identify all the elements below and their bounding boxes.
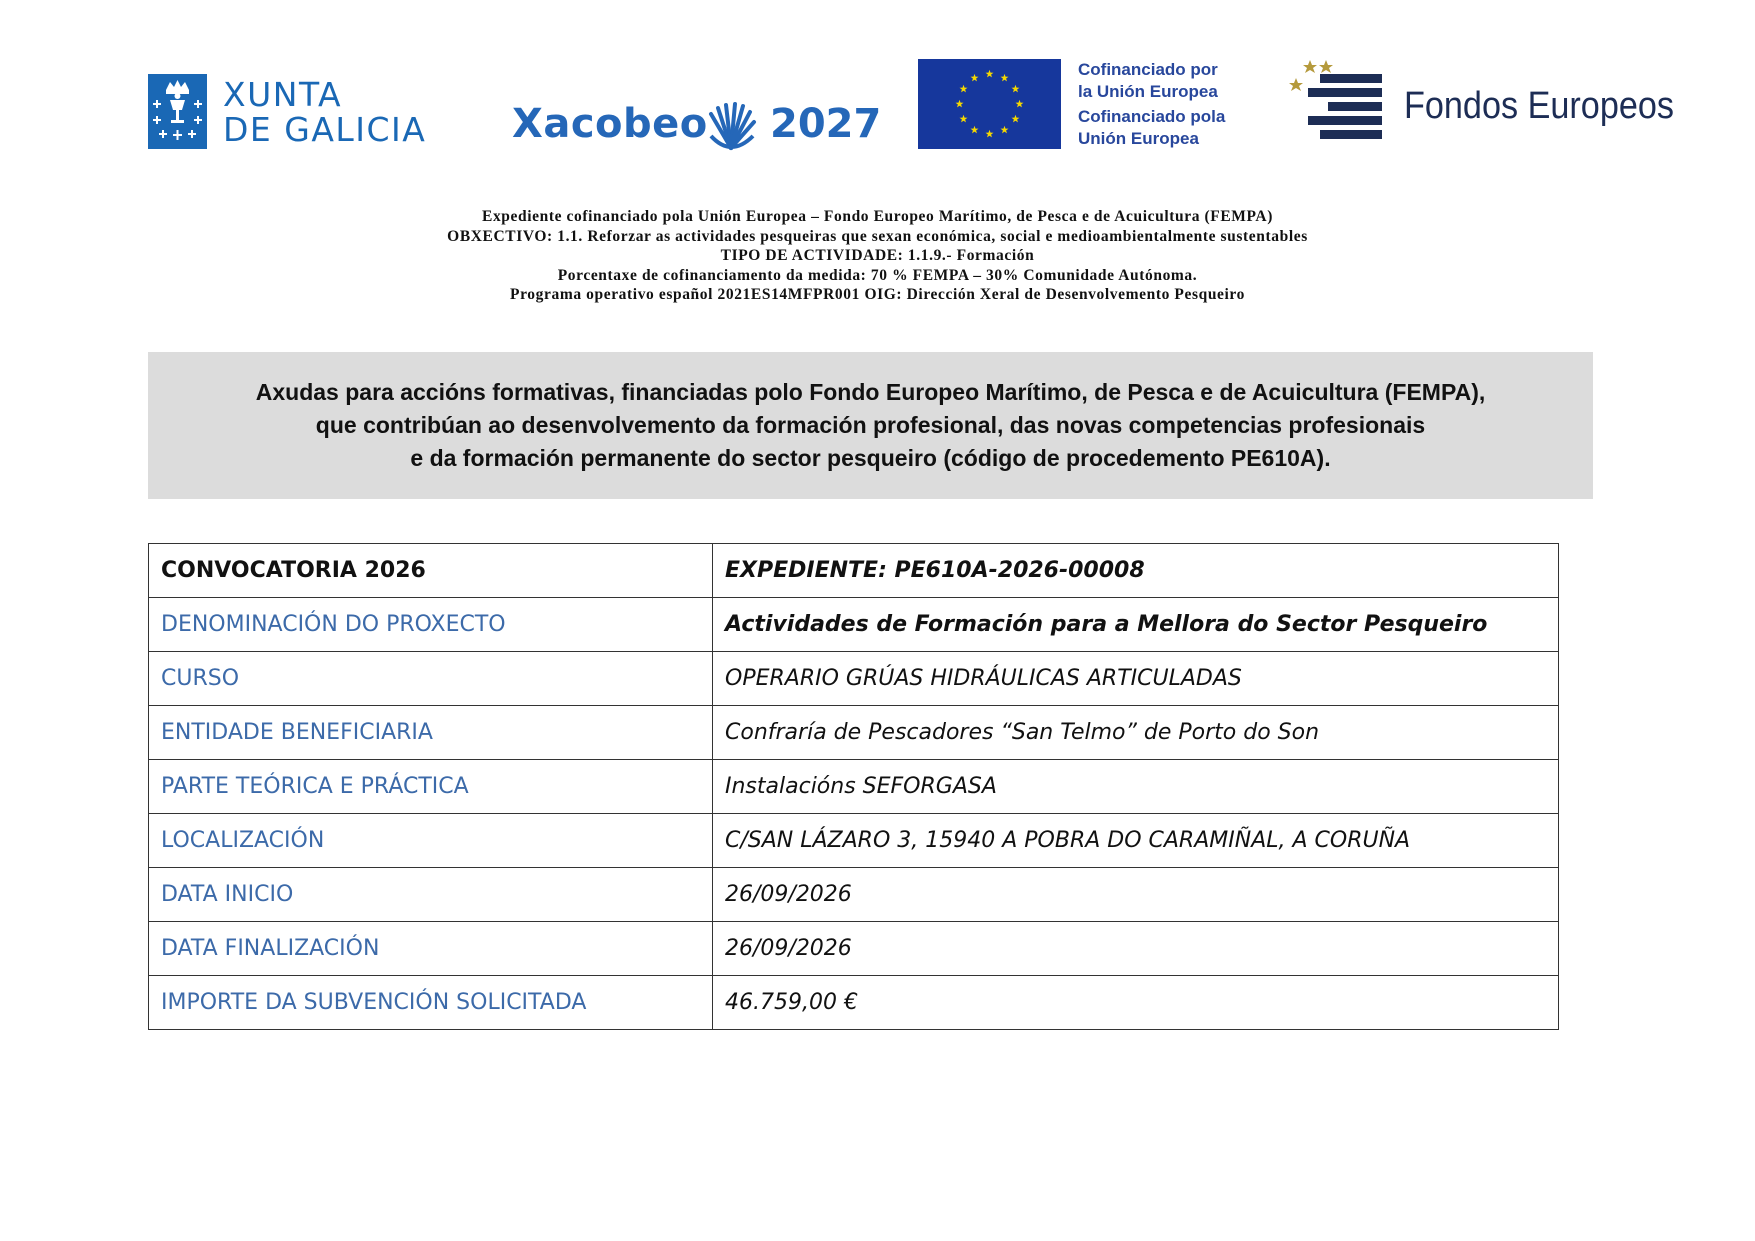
funding-header [250, 207, 1505, 305]
table-row [149, 706, 1559, 760]
table-row [149, 652, 1559, 706]
xacobeo-2027-logo [512, 100, 882, 156]
row-value: Instalacións SEFORGASA [713, 760, 1559, 814]
eu-text-line: Unión Europea [1078, 129, 1199, 148]
eu-flag-icon [918, 59, 1061, 149]
row-value: OPERARIO GRÚAS HIDRÁULICAS ARTICULADAS [713, 652, 1559, 706]
fondos-europeos-logo [1286, 58, 1686, 150]
aid-title-box [148, 352, 1593, 499]
eu-text-line: la Unión Europea [1078, 82, 1218, 101]
xacobeo-year: 2027 [770, 101, 882, 147]
row-label: DATA INICIO [149, 868, 713, 922]
header-line: TIPO DE ACTIVIDADE: 1.1.9.- Formación [720, 247, 1035, 264]
row-label: DATA FINALIZACIÓN [149, 922, 713, 976]
table-row [149, 760, 1559, 814]
row-label: DENOMINACIÓN DO PROXECTO [149, 598, 713, 652]
table-row [149, 544, 1559, 598]
row-value: 26/09/2026 [713, 868, 1559, 922]
table-row [149, 976, 1559, 1030]
table-row [149, 922, 1559, 976]
row-label: CONVOCATORIA 2026 [149, 544, 713, 598]
galicia-emblem-icon [148, 74, 207, 149]
row-label: ENTIDADE BENEFICIARIA [149, 706, 713, 760]
scallop-shell-icon [705, 100, 757, 152]
title-line: que contribúan ao desenvolvemento da formación profesional, das novas competencias profesionais [315, 412, 1426, 438]
row-label: CURSO [149, 652, 713, 706]
row-label: IMPORTE DA SUBVENCIÓN SOLICITADA [149, 976, 713, 1030]
header-line: Porcentaxe de cofinanciamento da medida: 70 % FEMPA – 30% Comunidade Autónoma. [557, 266, 1198, 284]
table-row [149, 598, 1559, 652]
fondos-europeos-word: Fondos Europeos [1404, 85, 1674, 127]
table-row [149, 868, 1559, 922]
project-info-table [148, 543, 1559, 1030]
title-line: Axudas para accións formativas, financiadas polo Fondo Europeo Marítimo, de Pesca e de Acuicultura (FEMPA), [255, 379, 1486, 405]
row-label: LOCALIZACIÓN [149, 814, 713, 868]
xunta-line1: XUNTA [223, 75, 343, 114]
row-value: C/SAN LÁZARO 3, 15940 A POBRA DO CARAMIÑAL, A CORUÑA [713, 814, 1559, 868]
title-line: e da formación permanente do sector pesqueiro (código de procedemento PE610A). [410, 445, 1331, 471]
row-value: 26/09/2026 [713, 922, 1559, 976]
table-row [149, 814, 1559, 868]
xunta-wordmark [223, 77, 426, 147]
row-value: EXPEDIENTE: PE610A-2026-00008 [713, 544, 1559, 598]
row-value: Actividades de Formación para a Mellora do Sector Pesqueiro [713, 598, 1559, 652]
row-value: Confraría de Pescadores “San Telmo” de Porto do Son [713, 706, 1559, 760]
fondos-europeos-mark-icon [1286, 58, 1391, 150]
row-label: PARTE TEÓRICA E PRÁCTICA [149, 760, 713, 814]
xacobeo-word: Xacobeo [512, 101, 708, 147]
eu-text-line: Cofinanciado por [1078, 60, 1218, 79]
eu-cofinanced-text [1078, 59, 1258, 150]
row-value: 46.759,00 € [713, 976, 1559, 1030]
eu-text-line: Cofinanciado pola [1078, 107, 1226, 126]
xunta-line2: DE GALICIA [223, 110, 427, 149]
header-line: Programa operativo español 2021ES14MFPR001 OIG: Dirección Xeral de Desenvolvemento Pesqueiro [510, 286, 1245, 303]
header-line: OBXECTIVO: 1.1. Reforzar as actividades pesqueiras que sexan económica, social e medioambientalmente sustentables [447, 227, 1308, 245]
header-line: Expediente cofinanciado pola Unión Europea – Fondo Europeo Marítimo, de Pesca e de Acuicultura (FEMPA) [482, 208, 1273, 225]
eu-cofinanced-logo [918, 59, 1258, 151]
xunta-de-galicia-logo [148, 74, 458, 150]
